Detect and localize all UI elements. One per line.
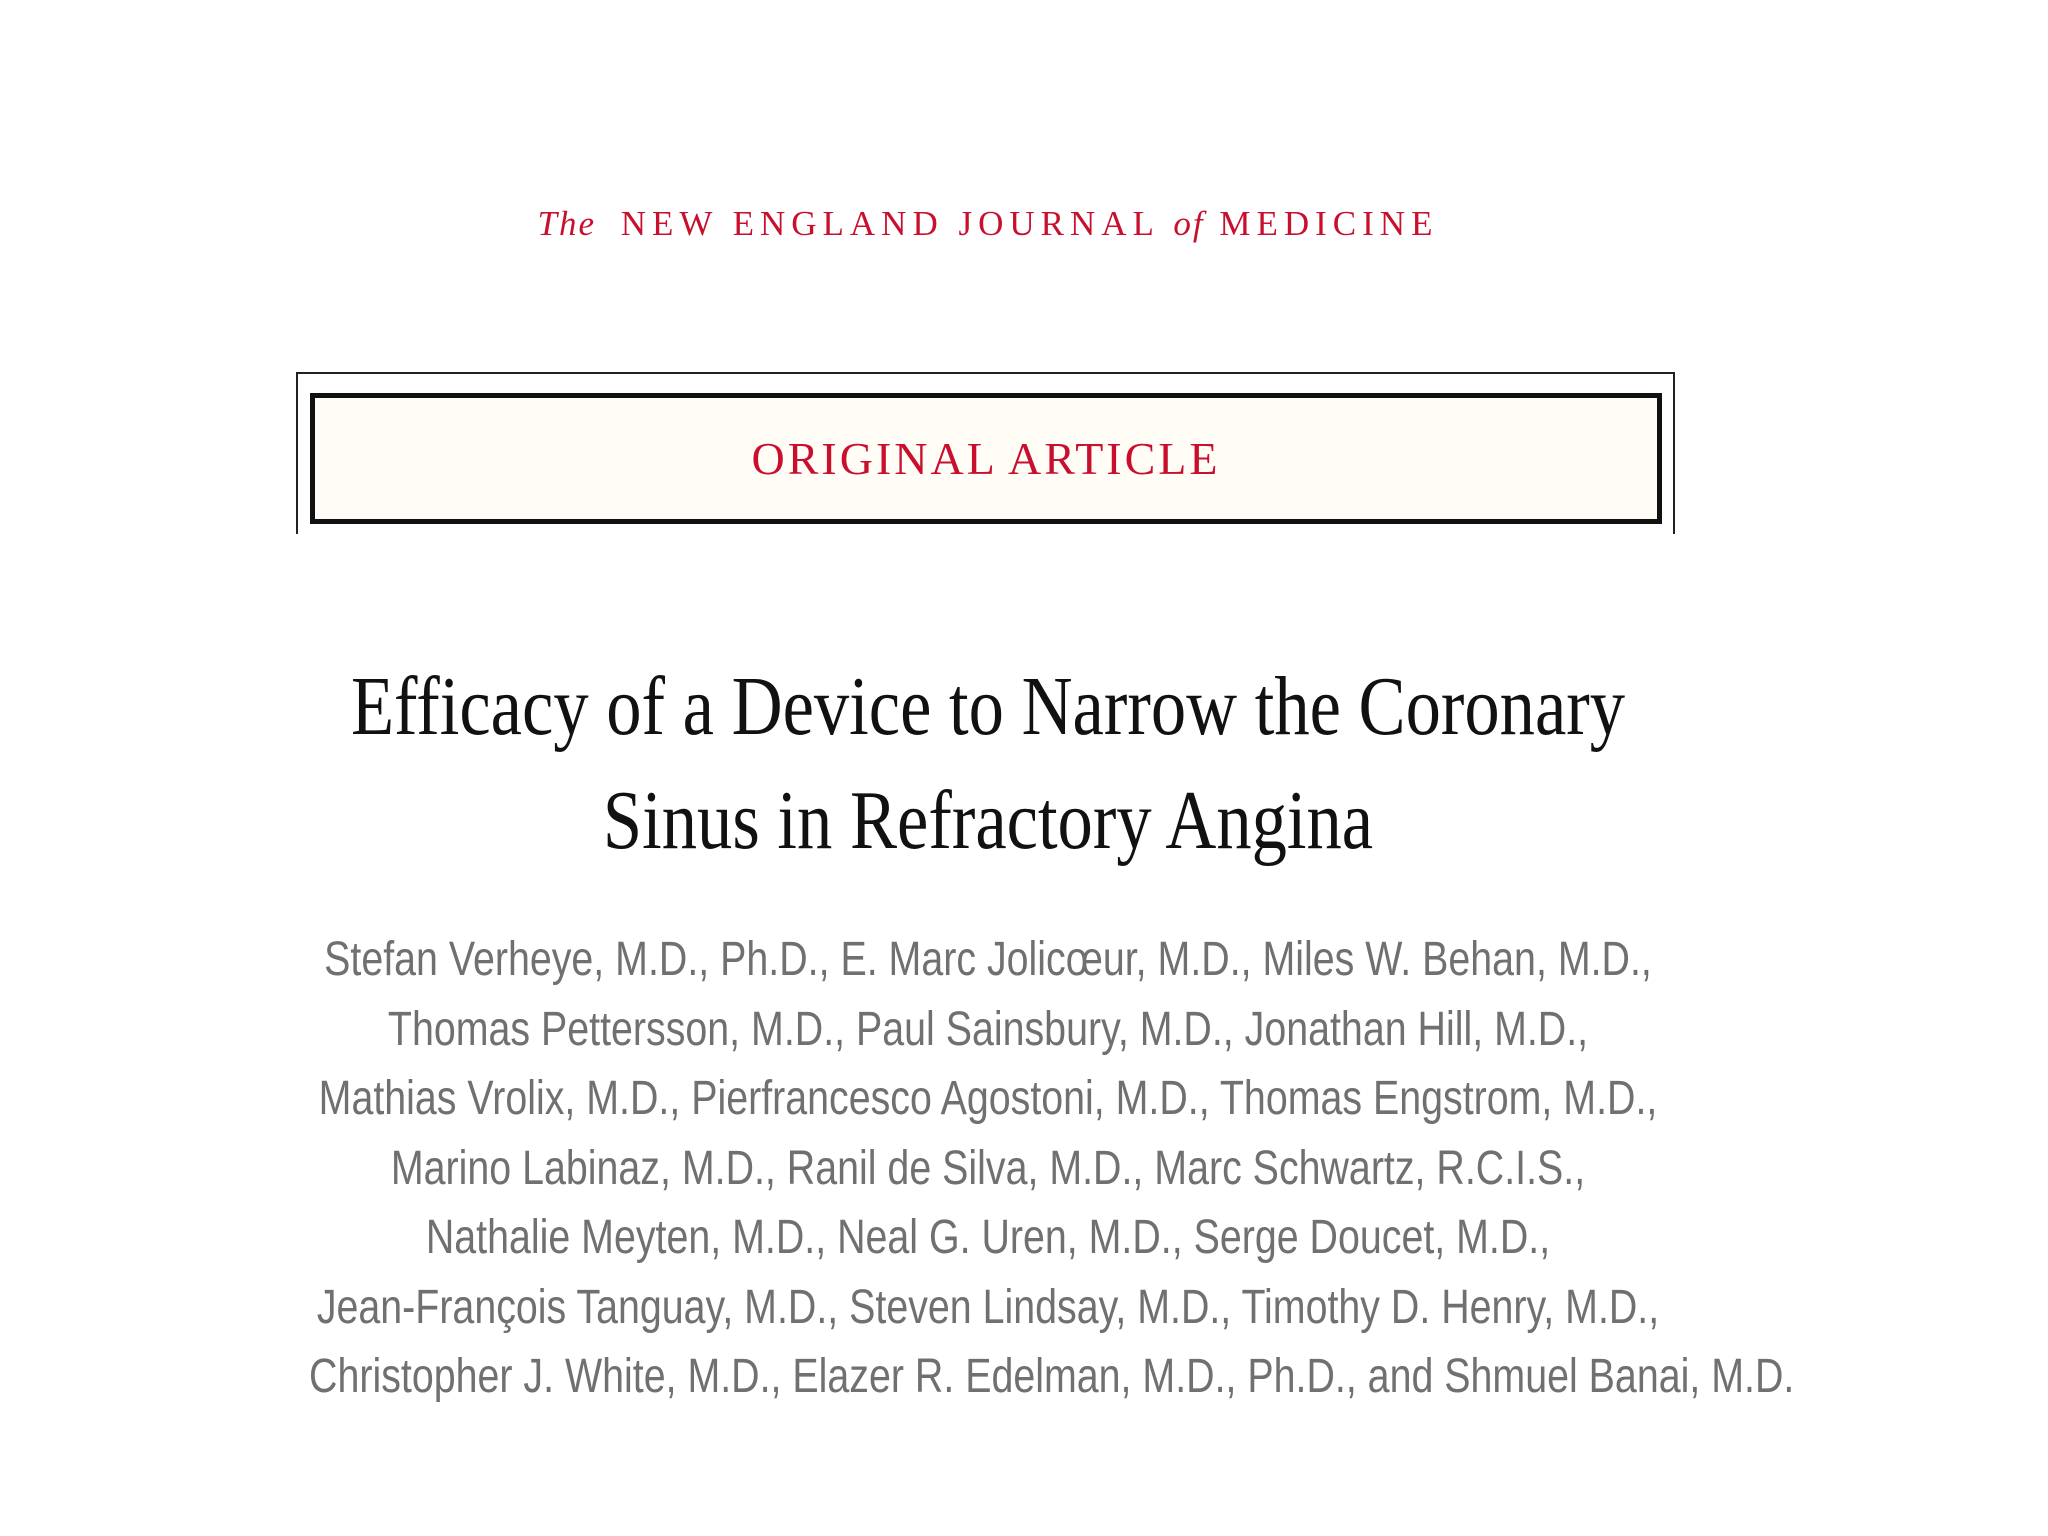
article-title [326, 650, 1650, 878]
journal-masthead [0, 204, 1976, 244]
section-label: ORIGINAL ARTICLE [751, 433, 1221, 484]
author-list [309, 925, 1795, 1412]
author-line: Nathalie Meyten, M.D., Neal G. Uren, M.D., Serge Doucet, M.D., [425, 1211, 1551, 1264]
title-line: Efficacy of a Device to Narrow the Coronary [350, 660, 1626, 753]
author-line: Thomas Pettersson, M.D., Paul Sainsbury, M.D., Jonathan Hill, M.D., [387, 1002, 1589, 1056]
section-label-box [310, 393, 1662, 524]
author-line: Marino Labinaz, M.D., Ranil de Silva, M.D., Marc Schwartz, R.C.I.S., [390, 1141, 1586, 1195]
author-line: Christopher J. White, M.D., Elazer R. Edelman, M.D., Ph.D., and Shmuel Banai, M.D. [309, 1350, 1795, 1403]
masthead-name-part1: NEW ENGLAND JOURNAL [620, 204, 1159, 243]
masthead-name-part2: MEDICINE [1219, 204, 1439, 243]
title-line: Sinus in Refractory Angina [602, 774, 1374, 867]
author-line: Jean-François Tanguay, M.D., Steven Lindsay, M.D., Timothy D. Henry, M.D., [316, 1280, 1660, 1334]
masthead-the: The [537, 204, 597, 243]
author-line: Mathias Vrolix, M.D., Pierfrancesco Agostoni, M.D., Thomas Engstrom, M.D., [318, 1072, 1658, 1125]
author-line: Stefan Verheye, M.D., Ph.D., E. Marc Jolicœur, M.D., Miles W. Behan, M.D., [324, 933, 1652, 986]
masthead-of: of [1173, 204, 1205, 243]
